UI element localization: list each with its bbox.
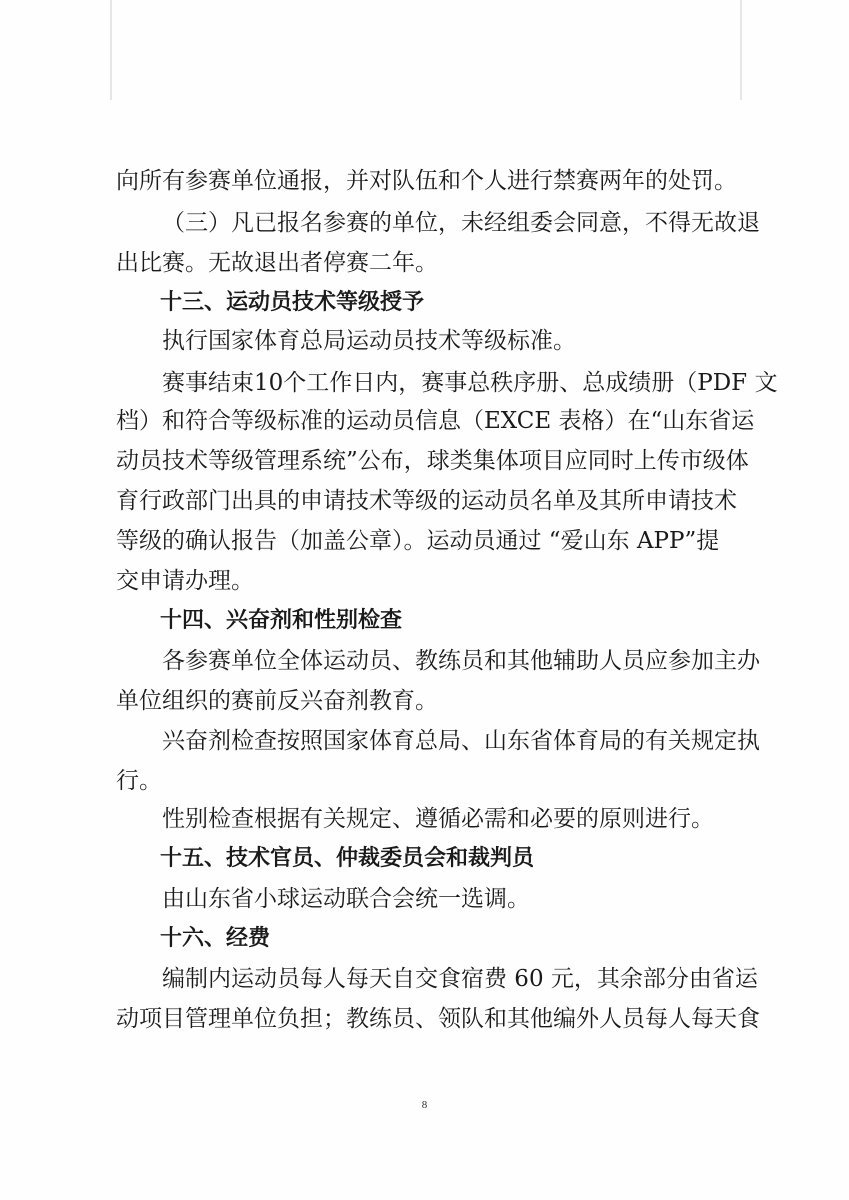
paragraph-line [0, 363, 849, 403]
paragraph-line [0, 879, 849, 919]
paragraph-line [0, 321, 849, 361]
paragraph-line [0, 641, 849, 681]
paragraph-line [0, 721, 849, 761]
paragraph-line [0, 521, 849, 561]
paragraph-line [0, 681, 849, 721]
line-text: （三）凡已报名参赛的单位，未经组委会同意，不得无故退 [162, 210, 760, 236]
line-text: 向所有参赛单位通报，并对队伍和个人进行禁赛两年的处罚。 [116, 168, 737, 194]
paragraph-line [0, 441, 849, 481]
paragraph-line [0, 203, 849, 243]
page-number: 8 [421, 1099, 428, 1111]
section-heading [0, 919, 849, 959]
paragraph-line [0, 799, 849, 839]
heading-text: 十六、经费 [160, 926, 271, 951]
line-text: 交申请办理。 [116, 568, 254, 594]
line-text: 赛事结束10个工作日内，赛事总秩序册、总成绩册（PDF 文 [162, 370, 778, 396]
paragraph-line [0, 761, 849, 801]
paragraph-line [0, 161, 849, 201]
line-text: 由山东省小球运动联合会统一选调。 [162, 886, 530, 912]
line-text: 性别检查根据有关规定、遵循必需和必要的原则进行。 [162, 806, 714, 832]
paragraph-line [0, 561, 849, 601]
line-text: 单位组织的赛前反兴奋剂教育。 [116, 688, 438, 714]
paragraph-line [0, 481, 849, 521]
scan-edge-mark [110, 0, 112, 100]
section-heading [0, 839, 849, 879]
line-text: 编制内运动员每人每天自交食宿费 60 元，其余部分由省运 [162, 966, 758, 992]
heading-text: 十五、技术官员、仲裁委员会和裁判员 [160, 846, 535, 871]
line-text: 各参赛单位全体运动员、教练员和其他辅助人员应参加主办 [162, 648, 760, 674]
line-text: 育行政部门出具的申请技术等级的运动员名单及其所申请技术 [116, 488, 737, 514]
section-heading [0, 601, 849, 641]
line-text: 出比赛。无故退出者停赛二年。 [116, 250, 438, 276]
scan-edge-mark [740, 0, 742, 100]
line-text: 等级的确认报告（加盖公章）。运动员通过 “爱山东 APP”提 [116, 528, 720, 554]
line-text: 档）和符合等级标准的运动员信息（EXCE 表格）在“山东省运 [116, 408, 755, 434]
paragraph-line [0, 959, 849, 999]
line-text: 行。 [116, 768, 162, 794]
paragraph-line [0, 243, 849, 283]
heading-text: 十四、兴奋剂和性别检查 [160, 608, 403, 633]
line-text: 动员技术等级管理系统”公布，球类集体项目应同时上传市级体 [116, 448, 749, 474]
line-text: 动项目管理单位负担；教练员、领队和其他编外人员每人每天食 [116, 1006, 760, 1032]
paragraph-line [0, 401, 849, 441]
section-heading [0, 283, 849, 323]
line-text: 执行国家体育总局运动员技术等级标准。 [162, 328, 576, 354]
paragraph-line [0, 999, 849, 1039]
line-text: 兴奋剂检查按照国家体育总局、山东省体育局的有关规定执 [162, 728, 760, 754]
heading-text: 十三、运动员技术等级授予 [160, 290, 425, 315]
